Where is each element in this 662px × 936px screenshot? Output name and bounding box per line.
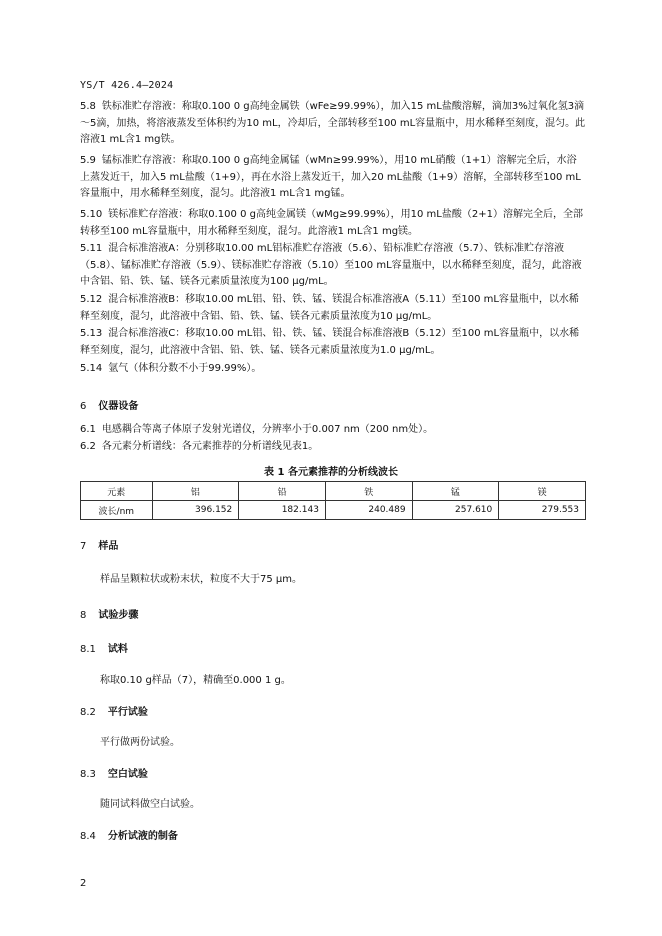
section-number: 8.4 [80, 831, 96, 842]
table-caption: 表 1 各元素推荐的分析线波长 [264, 467, 398, 478]
table-cell: 182.143 [239, 501, 326, 520]
table-cell: 铝 [152, 482, 239, 501]
table-cell: 镁 [499, 482, 586, 501]
table-cell: 279.553 [499, 501, 586, 520]
table-header-row [81, 482, 586, 501]
section-title: 空白试验 [107, 769, 148, 780]
clause-number: 6.1 [80, 424, 96, 435]
subsection-8-4-heading [80, 827, 178, 842]
clause-text: 镁标准贮存溶液：称取0.100 0 g高纯金属镁（wMg≥99.99%），用10 mL盐酸（2+1）溶解完全后，全部转移至100 mL容量瓶中，用水稀释至刻度，混匀。此溶液1 mL含1 mg镁。 [80, 209, 583, 237]
clause-number: 5.9 [80, 155, 96, 166]
clause-5-14 [80, 361, 586, 378]
section-number: 8.3 [80, 769, 96, 780]
clause-5-11 [80, 241, 586, 291]
section-number: 6 [80, 401, 87, 412]
clause-text: 混合标准溶液C：移取10.00 mL铝、铅、铁、锰、镁混合标准溶液B（5.12）至100 mL容量瓶中，以水稀释至刻度，混匀，此溶液中含铝、铅、铁、锰、镁各元素质量浓度为1.0 μg/mL。 [80, 328, 580, 356]
clause-text: 各元素分析谱线：各元素推荐的分析谱线见表1。 [101, 441, 319, 452]
table-row [81, 501, 586, 520]
page-number: 2 [80, 878, 87, 889]
clause-number: 5.8 [80, 101, 96, 112]
section-7-heading [80, 537, 118, 552]
clause-5-12 [80, 292, 586, 325]
clause-text: 混合标准溶液B：移取10.00 mL铝、铅、铁、锰、镁混合标准溶液A（5.11）至100 mL容量瓶中，以水稀释至刻度，混匀，此溶液中含铝、铅、铁、锰、镁各元素质量浓度为10 μg/mL。 [80, 294, 579, 322]
clause-number: 5.11 [80, 243, 103, 254]
subsection-8-3-heading [80, 765, 148, 780]
clause-text: 锰标准贮存溶液：称取0.100 0 g高纯金属锰（wMn≥99.99%），用10 mL硝酸（1+1）溶解完全后，水浴上蒸发近干，加入5 mL盐酸（1+9），再在水浴上蒸发近干，加入20 mL盐酸（1+9）溶解，全部转移至100 mL容量瓶中，用水稀释至刻度，混匀。此溶液1 mL含1 mg锰。 [80, 155, 581, 200]
section-number: 8.2 [80, 707, 96, 718]
section-title: 样品 [98, 541, 119, 552]
clause-5-13 [80, 326, 586, 359]
table-cell: 元素 [81, 482, 153, 501]
clause-5-10 [80, 207, 586, 240]
clause-6-1 [80, 422, 586, 439]
table-cell: 铅 [239, 482, 326, 501]
clause-5-9 [80, 153, 586, 203]
table-cell: 铁 [325, 482, 412, 501]
clause-number: 5.13 [80, 328, 103, 339]
subsection-8-2-heading [80, 703, 148, 718]
clause-5-8 [80, 99, 586, 149]
section-8-heading [80, 606, 138, 621]
section-number: 8 [80, 610, 87, 621]
section-7-text: 样品呈颗粒状或粉末状，粒度不大于75 μm。 [100, 574, 303, 585]
subsection-8-1-heading [80, 640, 128, 655]
clause-text: 混合标准溶液A：分别移取10.00 mL铝标准贮存溶液（5.6）、铅标准贮存溶液（5.7）、铁标准贮存溶液（5.8）、锰标准贮存溶液（5.9）、镁标准贮存溶液（5.10）至100 mL容量瓶中，以水稀释至刻度，混匀，此溶液中含铝、铅、铁、锰、镁各元素质量浓度为100 μg/mL。 [80, 243, 582, 288]
section-6-heading [80, 397, 138, 412]
clause-number: 6.2 [80, 441, 96, 452]
clause-number: 5.12 [80, 294, 103, 305]
section-title: 分析试液的制备 [107, 831, 178, 842]
clause-text: 氩气（体积分数不小于99.99%）。 [108, 363, 262, 374]
document-header: YS/T 426.4—2024 [80, 80, 174, 91]
table-cell: 396.152 [152, 501, 239, 520]
subsection-8-2-text: 平行做两份试验。 [100, 737, 180, 748]
wavelength-table [80, 481, 586, 520]
clause-number: 5.14 [80, 363, 103, 374]
subsection-8-1-text: 称取0.10 g样品（7），精确至0.000 1 g。 [100, 675, 291, 686]
clause-text: 铁标准贮存溶液：称取0.100 0 g高纯金属铁（wFe≥99.99%），加入15 mL盐酸溶解，滴加3%过氧化氢3滴～5滴，加热，将溶液蒸发至体积约为10 mL，冷却后，全部转移至100 mL容量瓶中，用水稀释至刻度，混匀。此溶液1 mL含1 mg铁。 [80, 101, 586, 146]
section-title: 平行试验 [107, 707, 148, 718]
table-cell: 257.610 [412, 501, 499, 520]
clause-number: 5.10 [80, 209, 103, 220]
section-number: 8.1 [80, 644, 96, 655]
section-title: 试料 [107, 644, 128, 655]
section-number: 7 [80, 541, 87, 552]
section-title: 试验步骤 [98, 610, 139, 621]
table-cell: 波长/nm [81, 501, 153, 520]
section-title: 仪器设备 [98, 401, 139, 412]
table-cell: 240.489 [325, 501, 412, 520]
subsection-8-3-text: 随同试料做空白试验。 [100, 799, 200, 810]
clause-text: 电感耦合等离子体原子发射光谱仪，分辨率小于0.007 nm（200 nm处）。 [101, 424, 434, 435]
clause-6-2 [80, 439, 586, 456]
table-cell: 锰 [412, 482, 499, 501]
